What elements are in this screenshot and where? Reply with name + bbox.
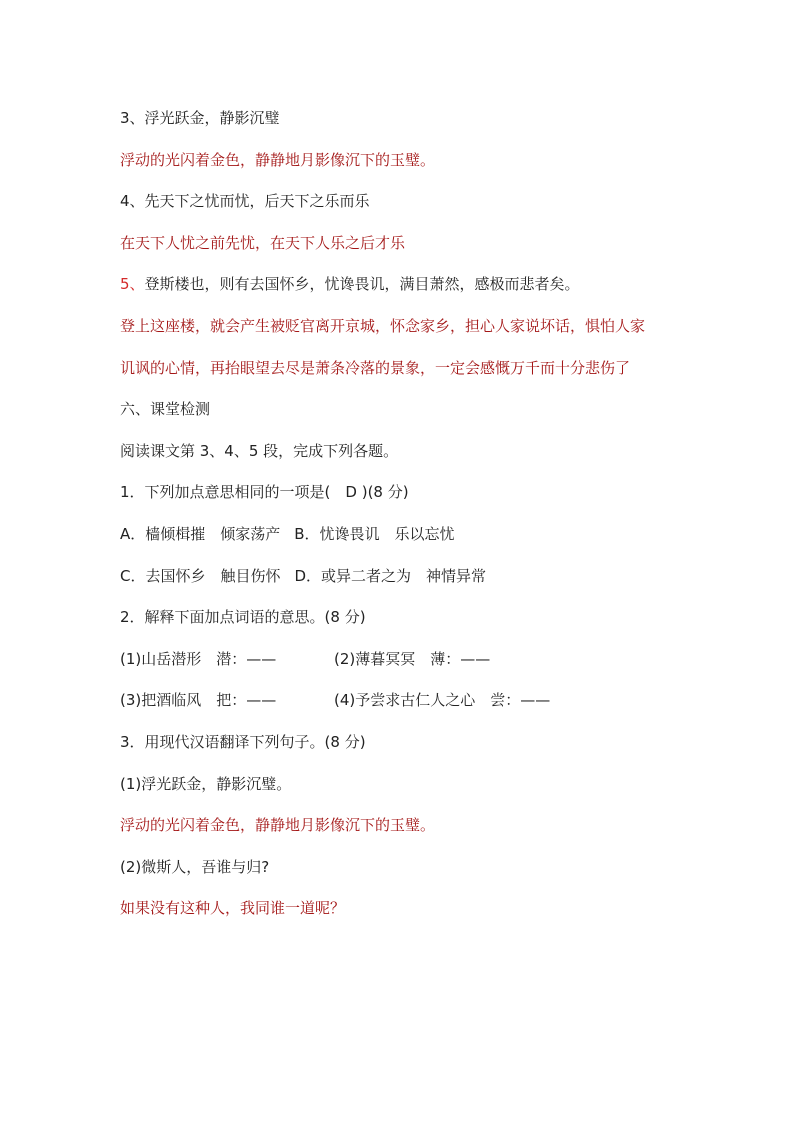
subquestion-2: (2)薄暮冥冥 薄：—— bbox=[334, 649, 491, 668]
option-row bbox=[120, 522, 720, 564]
subquestion-row bbox=[120, 688, 720, 730]
answer-line: 如果没有这种人，我同谁一道呢？ bbox=[120, 899, 346, 918]
question-line: 3、浮光跃金，静影沉璧 bbox=[120, 109, 280, 127]
option-c: C．去国怀乡 触目伤怀 bbox=[120, 566, 281, 585]
question-line: 4、先天下之忧而忧，后天下之乐而乐 bbox=[120, 192, 370, 211]
option-b: B．忧谗畏讥 乐以忘忧 bbox=[294, 524, 455, 543]
question-text: 登斯楼也，则有去国怀乡，忧谗畏讥，满目萧然，感极而悲者矣。 bbox=[144, 275, 580, 294]
answer-line: 在天下人忧之前先忧，在天下人乐之后才乐 bbox=[120, 233, 406, 252]
option-a: A．樯倾楫摧 倾家荡产 bbox=[120, 524, 281, 543]
subquestion-line: (1)浮光跃金，静影沉璧。 bbox=[120, 774, 292, 793]
section-heading: 六、课堂检测 bbox=[120, 400, 211, 419]
subquestion-line: (2)微斯人，吾谁与归? bbox=[120, 857, 270, 876]
item-number: 5、 bbox=[120, 275, 145, 294]
subquestion-1: (1)山岳潜形 潜：—— bbox=[120, 649, 277, 668]
subquestion-4: (4)予尝求古仁人之心 尝：—— bbox=[334, 691, 551, 710]
instruction-line: 阅读课文第 3、4、5 段，完成下列各题。 bbox=[120, 441, 399, 460]
option-row bbox=[120, 564, 720, 606]
question-line: 2．解释下面加点词语的意思。(8 分) bbox=[120, 608, 366, 627]
answer-line: 登上这座楼，就会产生被贬官离开京城，怀念家乡，担心人家说坏话，惧怕人家 bbox=[120, 316, 646, 335]
question-line bbox=[120, 272, 720, 314]
subquestion-row bbox=[120, 647, 720, 689]
document-body bbox=[120, 106, 720, 938]
option-d: D．或异二者之为 神情异常 bbox=[294, 566, 487, 585]
answer-line: 浮动的光闪着金色，静静地月影像沉下的玉璧。 bbox=[120, 816, 436, 835]
answer-line: 讥讽的心情，再抬眼望去尽是萧条冷落的景象，一定会感慨万千而十分悲伤了 bbox=[120, 358, 631, 377]
question-line: 1．下列加点意思相同的一项是( D )(8 分) bbox=[120, 483, 409, 502]
question-line: 3．用现代汉语翻译下列句子。(8 分) bbox=[120, 732, 366, 751]
subquestion-3: (3)把酒临风 把：—— bbox=[120, 691, 277, 710]
answer-line: 浮动的光闪着金色，静静地月影像沉下的玉璧。 bbox=[120, 150, 436, 169]
